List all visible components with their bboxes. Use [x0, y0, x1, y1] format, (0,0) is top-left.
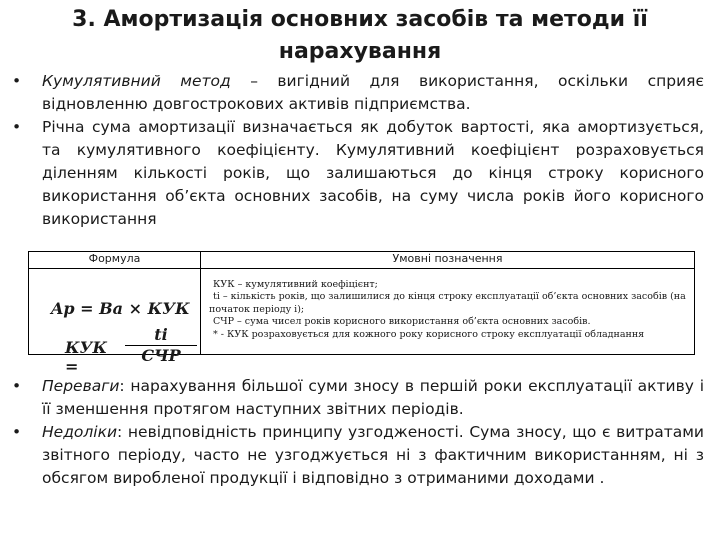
bullet-lead: Недоліки — [42, 423, 118, 441]
fraction-denominator: СЧР — [141, 346, 181, 365]
coefficient-formula-lhs: КУК = — [65, 338, 108, 376]
bullet-item — [8, 116, 704, 231]
legend-cell — [201, 269, 695, 355]
bullet-marker: • — [12, 118, 22, 136]
legend-line: КУК – кумулятивний коефіцієнт; — [213, 279, 378, 290]
bullet-text: Річна сума амортизації визначається як добуток вартості, яка амортизується, та кумулятивного коефіцієнту. Кумулятивний коефіцієнт розраховується діленням кількості років, що залишаються до кінця строку корисного використання об’єкта основних засобів, на суму числа років його корисного використання — [42, 118, 704, 228]
legend-column-header: Умовні позначення — [201, 252, 695, 269]
depreciation-formula: Ap = Ba × КУК — [51, 299, 190, 318]
bullet-lead: Переваги — [42, 377, 120, 395]
slide-title: 3. Амортизація основних засобів та методи її нарахування — [72, 7, 648, 64]
bullet-item — [8, 375, 704, 421]
bullet-lead: Кумулятивний метод — [42, 72, 231, 90]
formula-table — [28, 251, 695, 376]
fraction-numerator: ti — [125, 325, 197, 346]
legend-line: СЧР – сума чисел років корисного використання об’єкта основних засобів. — [213, 316, 591, 328]
bullet-item — [8, 70, 704, 116]
legend-line: ti – кількість років, що залишилися до кінця строку експлуатації об’єкта основних засобів (на початок періоду і); — [209, 291, 686, 315]
formula-column-header: Формула — [29, 252, 201, 269]
bullet-item — [8, 421, 704, 490]
legend-line: * - КУК розраховується для кожного року корисного строку експлуатації обладнання — [213, 328, 645, 340]
bullet-marker: • — [12, 377, 22, 395]
bullet-marker: • — [12, 423, 22, 441]
bullet-text: : невідповідність принципу узгодженості. Сума зносу, що є витратами звітного періоду, часто не узгоджується ні з фактичним використанням, ні з обсягом виробленої продукції і відповідно з отриманими доходами . — [42, 423, 704, 487]
bullet-list-bottom — [8, 375, 704, 490]
bullet-list-top — [8, 70, 704, 231]
bullet-marker: • — [12, 72, 22, 90]
bullet-text: – вигідний для використання, оскільки сприяє відновленню довгострокових активів підприємства. — [42, 72, 704, 113]
fraction — [125, 325, 197, 366]
bullet-text: : нарахування більшої суми зносу в першій роки експлуатації активу і її зменшення протягом наступних звітних періодів. — [42, 377, 704, 418]
formula-cell — [29, 269, 201, 376]
